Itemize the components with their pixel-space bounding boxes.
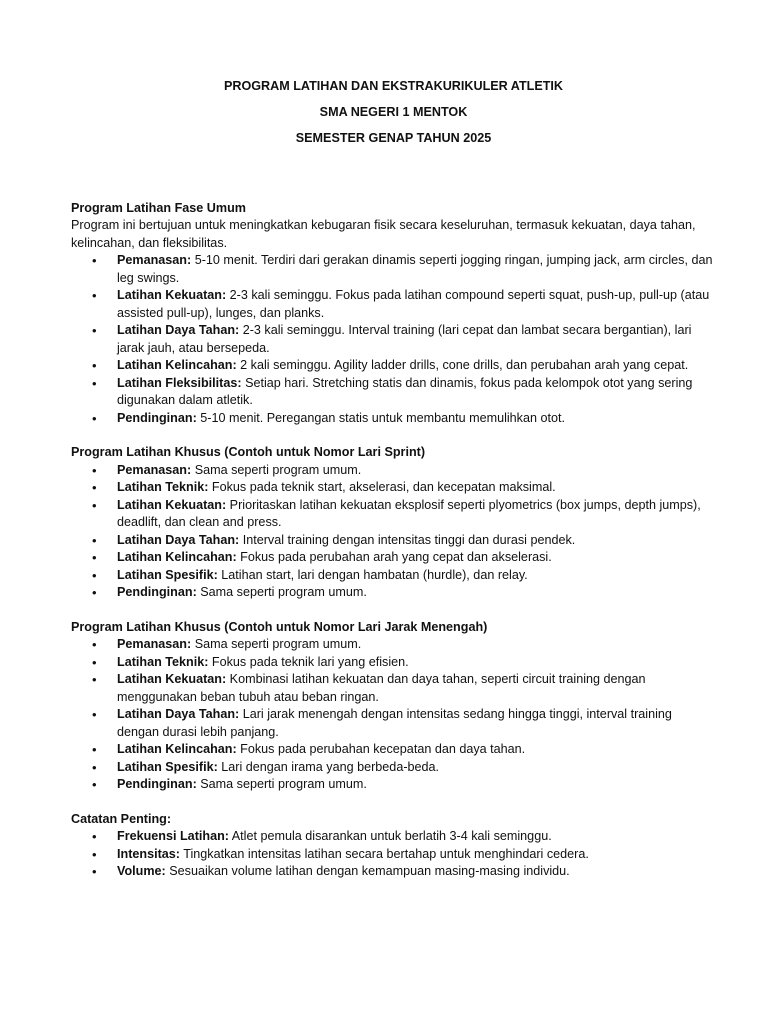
section-list-catatan	[71, 828, 716, 881]
bullet-icon: •	[92, 829, 97, 844]
item-text: Tingkatkan intensitas latihan secara bertahap untuk menghindari cedera.	[179, 846, 589, 861]
bullet-icon: •	[92, 777, 97, 792]
list-item	[92, 741, 716, 759]
item-text: Lari dengan irama yang berbeda-beda.	[217, 759, 440, 774]
item-text: Sama seperti program umum.	[191, 637, 362, 651]
item-text: Atlet pemula disarankan untuk berlatih 3-4 kali seminggu.	[228, 829, 552, 843]
bullet-icon: •	[92, 358, 97, 373]
item-label: Latihan Teknik:	[117, 654, 209, 669]
item-text: Sama seperti program umum.	[191, 462, 362, 477]
list-item	[92, 706, 716, 741]
item-text: 2-3 kali seminggu. Interval training (lari cepat dan lambat secara bergantian), lari jarak jauh, atau bersepeda.	[117, 323, 692, 355]
bullet-icon: •	[92, 759, 97, 775]
bullet-icon: •	[92, 654, 97, 670]
list-item	[92, 357, 716, 375]
item-label: Latihan Daya Tahan:	[117, 532, 240, 547]
item-label: Pemanasan:	[117, 253, 192, 267]
item-label: Pemanasan:	[117, 637, 192, 651]
bullet-icon: •	[92, 707, 97, 722]
item-text: 5-10 menit. Peregangan statis untuk membantu memulihkan otot.	[196, 410, 565, 425]
section-heading-jarak-menengah: Program Latihan Khusus (Contoh untuk Nomor Lari Jarak Menengah)	[71, 619, 488, 634]
item-text: Lari jarak menengah dengan intensitas sedang hingga tinggi, interval training dengan durasi lebih panjang.	[117, 707, 672, 739]
list-item	[92, 863, 716, 881]
item-label: Latihan Fleksibilitas:	[117, 375, 242, 390]
list-item	[92, 462, 716, 480]
section-list-sprint	[71, 462, 716, 602]
bullet-icon: •	[92, 288, 97, 303]
item-label: Frekuensi Latihan:	[117, 829, 229, 843]
item-text: Fokus pada perubahan kecepatan dan daya tahan.	[236, 742, 526, 756]
list-item	[92, 549, 716, 567]
bullet-icon: •	[92, 567, 97, 583]
item-label: Latihan Kekuatan:	[117, 288, 227, 302]
list-item	[92, 322, 716, 357]
list-item	[92, 759, 716, 777]
bullet-icon: •	[92, 375, 97, 391]
list-item	[92, 532, 716, 550]
list-item	[92, 567, 716, 585]
section-heading-sprint: Program Latihan Khusus (Contoh untuk Nomor Lari Sprint)	[71, 445, 426, 459]
bullet-icon: •	[92, 550, 97, 565]
item-label: Pendinginan:	[117, 777, 197, 791]
section-heading-catatan: Catatan Penting:	[71, 811, 172, 826]
bullet-icon: •	[92, 532, 97, 548]
item-label: Latihan Spesifik:	[117, 759, 218, 774]
bullet-icon: •	[92, 410, 97, 426]
item-label: Latihan Kekuatan:	[117, 497, 227, 512]
item-label: Latihan Daya Tahan:	[117, 707, 240, 721]
list-item	[92, 846, 716, 864]
item-label: Latihan Kelincahan:	[117, 742, 237, 756]
bullet-icon: •	[92, 864, 97, 879]
bullet-icon: •	[92, 480, 97, 495]
section-list-fase-umum	[71, 252, 716, 427]
item-label: Latihan Kekuatan:	[117, 672, 227, 686]
list-item	[92, 654, 716, 672]
item-text: Fokus pada teknik start, akselerasi, dan kecepatan maksimal.	[208, 480, 556, 494]
item-label: Intensitas:	[117, 846, 180, 861]
item-text: 2 kali seminggu. Agility ladder drills, cone drills, dan perubahan arah yang cepat.	[236, 358, 689, 372]
bullet-icon: •	[92, 637, 97, 652]
item-text: Fokus pada perubahan arah yang cepat dan akselerasi.	[236, 550, 552, 564]
list-item	[92, 776, 716, 794]
item-label: Pendinginan:	[117, 410, 197, 425]
bullet-icon: •	[92, 585, 97, 600]
bullet-icon: •	[92, 497, 97, 513]
header-title: PROGRAM LATIHAN DAN EKSTRAKURIKULER ATLETIK	[223, 79, 564, 93]
item-label: Pemanasan:	[117, 462, 192, 477]
bullet-icon: •	[92, 672, 97, 687]
header-semester: SEMESTER GENAP TAHUN 2025	[295, 131, 492, 145]
section-heading-fase-umum: Program Latihan Fase Umum	[71, 200, 246, 215]
item-text: 2-3 kali seminggu. Fokus pada latihan compound seperti squat, push-up, pull-up (atau assisted pull-up), lunges, dan planks.	[117, 288, 710, 320]
item-text: Interval training dengan intensitas tinggi dan durasi pendek.	[239, 532, 576, 547]
section-list-jarak-menengah	[71, 636, 716, 794]
item-text: Kombinasi latihan kekuatan dan daya tahan, seperti circuit training dengan menggunakan beban tubuh atau beban ringan.	[117, 672, 646, 704]
bullet-icon: •	[92, 462, 97, 478]
bullet-icon: •	[92, 323, 97, 338]
item-text: Prioritaskan latihan kekuatan eksplosif seperti plyometrics (box jumps, depth jumps), deadlift, dan clean and press.	[117, 497, 701, 529]
item-label: Latihan Kelincahan:	[117, 550, 237, 564]
item-text: Sesuaikan volume latihan dengan kemampuan masing-masing individu.	[165, 864, 570, 878]
list-item	[92, 584, 716, 602]
item-label: Latihan Kelincahan:	[117, 358, 237, 372]
item-text: 5-10 menit. Terdiri dari gerakan dinamis seperti jogging ringan, jumping jack, arm circles, dan leg swings.	[117, 253, 713, 285]
item-text: Sama seperti program umum.	[196, 777, 367, 791]
list-item	[92, 671, 716, 706]
item-text: Setiap hari. Stretching statis dan dinamis, fokus pada kelompok otot yang sering digunakan dalam atletik.	[117, 375, 693, 407]
list-item	[92, 375, 716, 410]
list-item	[92, 636, 716, 654]
list-item	[92, 287, 716, 322]
header-school: SMA NEGERI 1 MENTOK	[319, 105, 468, 119]
list-item	[92, 497, 716, 532]
item-text: Latihan start, lari dengan hambatan (hurdle), dan relay.	[217, 567, 528, 582]
item-text: Sama seperti program umum.	[196, 585, 367, 599]
list-item	[92, 479, 716, 497]
item-label: Pendinginan:	[117, 585, 197, 599]
bullet-icon: •	[92, 253, 97, 268]
list-item	[92, 828, 716, 846]
section-intro: Program ini bertujuan untuk meningkatkan kebugaran fisik secara keseluruhan, termasuk kekuatan, daya tahan, kelincahan, dan fleksibilitas.	[71, 218, 696, 250]
item-label: Latihan Spesifik:	[117, 567, 218, 582]
item-label: Volume:	[117, 864, 166, 878]
list-item	[92, 252, 716, 287]
item-label: Latihan Teknik:	[117, 480, 209, 494]
list-item	[92, 410, 716, 428]
item-label: Latihan Daya Tahan:	[117, 323, 240, 337]
bullet-icon: •	[92, 742, 97, 757]
bullet-icon: •	[92, 846, 97, 862]
item-text: Fokus pada teknik lari yang efisien.	[208, 654, 409, 669]
document-header	[71, 78, 716, 148]
